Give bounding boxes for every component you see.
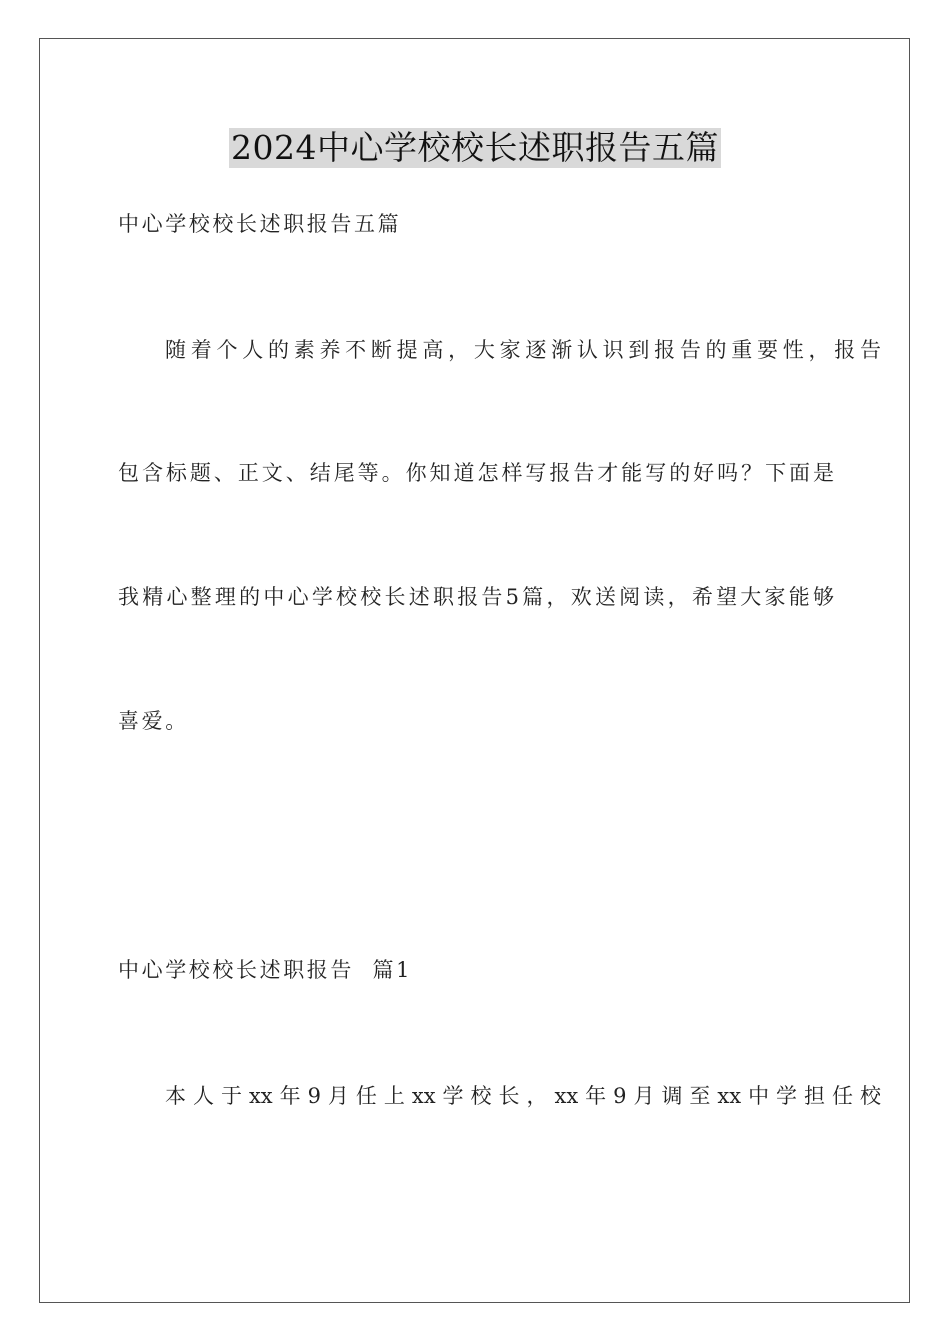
document-title: 2024中心学校校长述职报告五篇: [231, 128, 719, 167]
document-subtitle: 中心学校校长述职报告五篇: [118, 212, 402, 236]
intro-paragraph-line: 包含标题、正文、结尾等。你知道怎样写报告才能写的好吗？下面是: [118, 461, 834, 485]
intro-paragraph-line: 我精心整理的中心学校校长述职报告5篇，欢送阅读，希望大家能够: [118, 585, 834, 609]
section-body-line: 本人于xx年9月任上xx学校长，xx年9月调至xx中学担任校: [165, 1084, 881, 1108]
section-heading: 中心学校校长述职报告 篇1: [118, 958, 413, 982]
intro-paragraph-line: 喜爱。: [118, 709, 189, 733]
intro-paragraph-line: 随着个人的素养不断提高，大家逐渐认识到报告的重要性，报告: [165, 338, 881, 362]
title-container: [0, 128, 950, 168]
